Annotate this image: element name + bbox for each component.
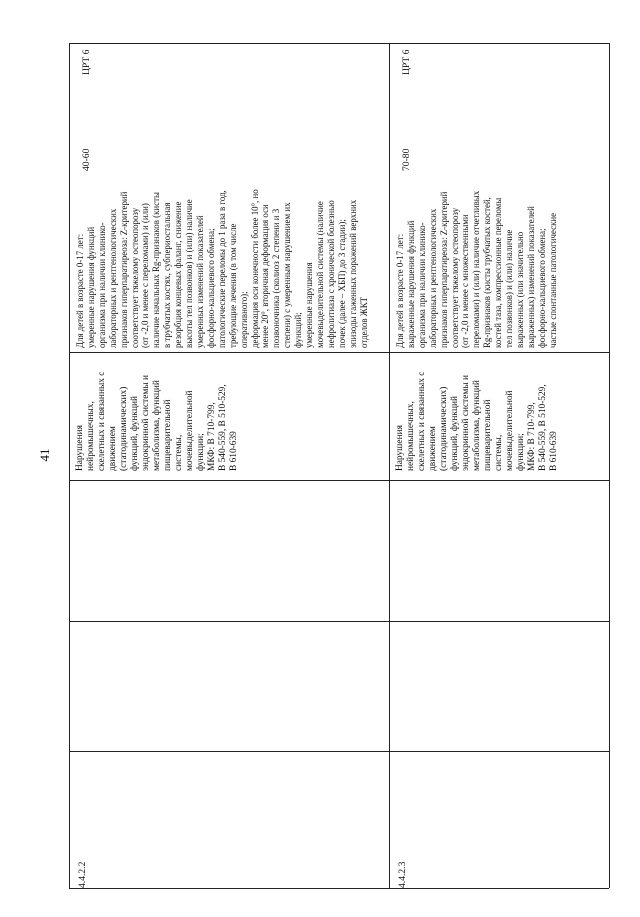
percent-value: 40-60 [81, 148, 92, 171]
table-row-divider [69, 751, 609, 752]
criteria-table [69, 43, 609, 888]
group-value: ЦРТ 6 [81, 49, 92, 75]
table-border-right [609, 43, 610, 888]
row-code: 4.4.2.2 [77, 861, 88, 888]
disorder-text: Нарушения нейромышечных, скелетных и связанных с движением (статодинамических) функций, функций эндокринной системы и метаболизма, функций пищеварительной системы, мочевыделительной функции; МКФ: B 710-799, B 540-559, B 510-529, B 610-639 [75, 371, 239, 471]
row-code: 4.4.2.3 [397, 861, 408, 888]
table-border-top [69, 43, 609, 44]
table-row-divider [69, 480, 609, 481]
table-border-left [69, 43, 70, 888]
percent-value: 70-80 [401, 148, 412, 171]
table-row-divider [69, 621, 609, 622]
group-value: ЦРТ 6 [401, 49, 412, 75]
table-border-bottom [69, 888, 609, 889]
table-column-divider [389, 43, 390, 888]
page-number: 41 [37, 448, 52, 462]
table-row-divider [69, 352, 609, 353]
criteria-text: Для детей в возрасте 0-17 лет: выраженные нарушения функций организма при наличии клинико- лабораторных и рентгенологических признаков гиперпаратиреоза: Z-критерий соответствует тяжелому остеопорозу (от -2,0 и менее с множественными переломами) и (или) наличие отчетливых Rg-признаков (кисты трубчатых костей, костей таза, компрессионные переломы тел позвонков) и (или) наличие выраженных (или значительно выраженных) изменений показателей фосфорно-кальциевого обмена; частые спонтанные патологические [395, 190, 558, 348]
disorder-text: Нарушения нейромышечных, скелетных и связанных с движением (статодинамических) функций, функций эндокринной системы и метаболизма, функций пищеварительной системы, мочевыделительной функции; МКФ: B 710-799, B 540-559, B 510-529, B 610-639 [395, 371, 559, 471]
criteria-text: Для детей в возрасте 0-17 лет: умеренные нарушения функций организма при наличии клинико- лабораторных и рентгенологических признаков гиперпаратиреоза: Z-критерий соответствует тяжелому остеопорозу (от -2,0 и менее с переломами) и (или) наличие начальных Rg-признаков (кисты в трубчатых костях, субпериостальная резорбция концевых фаланг, снижение высоты тел позвонков) и (или) наличие умеренных изменений показателей фосфорно-кальциевого обмена; патологические переломы до 1 раза в год, требующие лечения (в том числе оперативного); деформация оси конечности более 10°, но менее 20°, вторичная деформация оси позвоночника (сколиоз 2 степени и 3 степени) с умеренным нарушением их функций; умеренные нарушения мочевыделительной системы (наличие нефролитиаза с хронической болезнью почек (далее – ХБП) до 3 стадии); эпизоды гаженных поражений верхних отделов ЖКТ [75, 189, 369, 348]
